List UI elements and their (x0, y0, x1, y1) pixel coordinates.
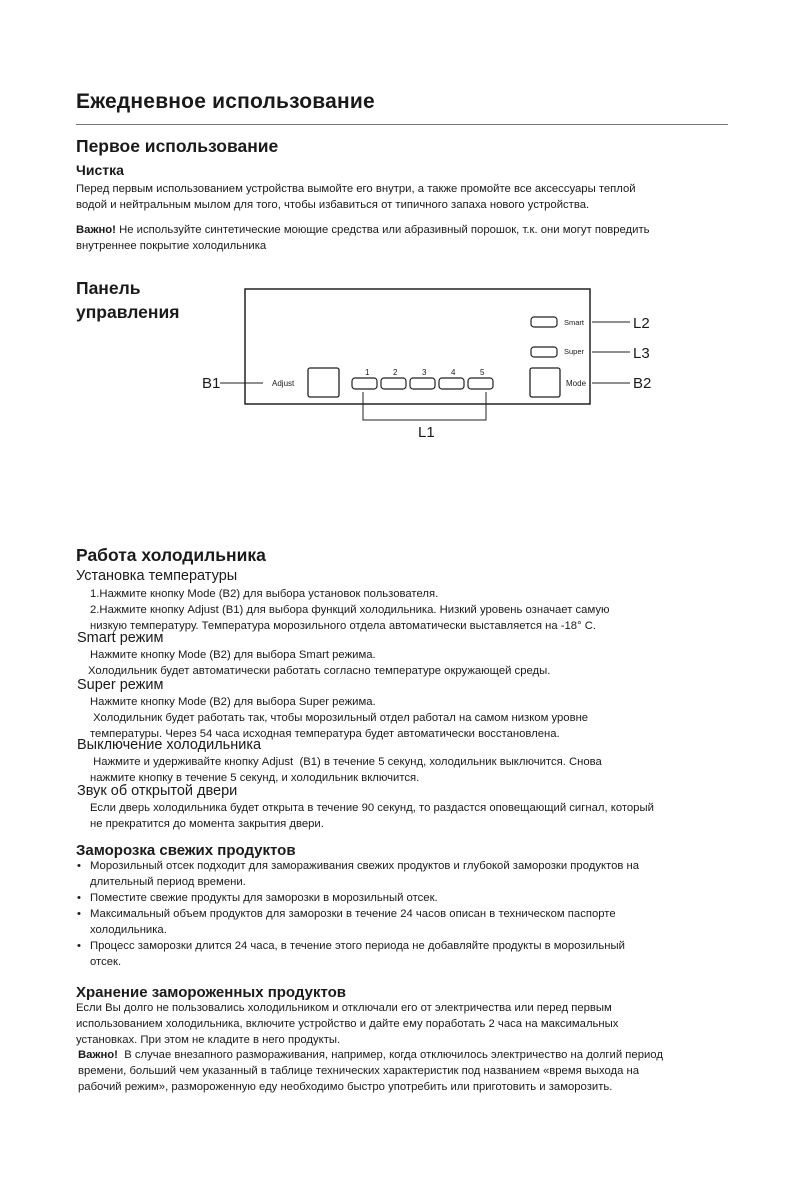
adjust-button[interactable] (308, 368, 339, 397)
control-panel-heading: Панель управления (76, 278, 180, 322)
power-off-text (90, 754, 750, 786)
important-label: Важно! (76, 224, 116, 236)
cleaning-paragraph (76, 181, 756, 213)
mode-button[interactable] (530, 368, 560, 397)
text-line: установках. При этом не кладите в него продукты. (76, 1034, 341, 1046)
super-mode-text (90, 694, 750, 742)
storage-heading: Хранение замороженных продуктов (76, 984, 346, 1001)
super-indicator (531, 347, 557, 357)
door-alarm-heading: Звук об открытой двери (77, 783, 238, 799)
list-item: • Поместите свежие продукты для заморозки в морозильный отсек. (76, 890, 756, 906)
callout-l1-bracket (363, 392, 486, 420)
smart-mode-text (90, 647, 750, 679)
text-line: Не используйте синтетические моющие средства или абразивный порошок, т.к. они могут повредить (115, 224, 650, 236)
operation-heading: Работа холодильника (76, 545, 266, 565)
storage-text (76, 1000, 756, 1048)
important-label: Важно! (78, 1049, 118, 1061)
text-line: нажмите кнопку в течение 5 секунд, и холодильник включится. (90, 772, 420, 784)
adjust-label: Adjust (272, 379, 295, 388)
temp-setting-heading: Установка температуры (76, 568, 238, 584)
text-line: использованием холодильника, включите устройство и дайте ему поработать 2 часа на максимальных (76, 1018, 619, 1030)
smart-mode-heading: Smart режим (77, 630, 164, 646)
level-indicator-1 (352, 378, 377, 389)
callout-b1: B1 (202, 375, 221, 392)
mode-label: Mode (566, 379, 587, 388)
level-number-1: 1 (365, 368, 370, 377)
text-line: не прекратится до момента закрытия двери. (90, 818, 324, 830)
title-divider (76, 124, 728, 125)
control-panel-diagram (190, 280, 670, 450)
callout-l2: L2 (633, 315, 650, 332)
text-line: времени, больший чем указанный в таблице технических характеристик под названием «время выхода на (78, 1065, 640, 1077)
level-indicator-5 (468, 378, 493, 389)
callout-b2: B2 (633, 375, 652, 392)
freezing-list (76, 858, 756, 970)
door-alarm-text (90, 800, 750, 832)
text-line: Холодильник будет работать так, чтобы морозильный отдел работал на самом низком уровне (90, 712, 589, 724)
level-number-3: 3 (422, 368, 427, 377)
level-number-4: 4 (451, 368, 456, 377)
page-title: Ежедневное использование (76, 90, 375, 113)
level-number-2: 2 (393, 368, 398, 377)
text-line: В случае внезапного размораживания, например, когда отключилось электричество на долгий период (117, 1049, 663, 1061)
freezing-heading: Заморозка свежих продуктов (76, 842, 296, 859)
text-line: рабочий режим», размороженную еду необходимо быстро употребить или приготовить и заморозить. (78, 1081, 613, 1093)
text-line: 2.Нажмите кнопку Adjust (B1) для выбора функций холодильника. Низкий уровень означает самую (90, 604, 610, 616)
super-mode-heading: Super режим (77, 677, 164, 693)
level-number-5: 5 (480, 368, 485, 377)
text-line: внутреннее покрытие холодильника (76, 240, 267, 252)
level-indicators (352, 368, 493, 389)
first-use-heading: Первое использование (76, 136, 279, 156)
callout-l3: L3 (633, 345, 650, 362)
cleaning-heading: Чистка (76, 162, 124, 178)
text-line: низкую температуру. Температура морозильного отдела автоматически выставляется на -18° C. (90, 620, 597, 632)
text-line: Нажмите и удерживайте кнопку Adjust (B1) в течение 5 секунд, холодильник выключится. Снова (90, 756, 602, 768)
text-line: Перед первым использованием устройства вымойте его внутри, а также промойте все аксессуары теплой (76, 183, 636, 195)
list-item: • Процесс заморозки длится 24 часа, в течение этого периода не добавляйте продукты в морозильный отсек. (76, 938, 756, 970)
power-off-heading: Выключение холодильника (77, 737, 262, 753)
cleaning-important-note (76, 222, 756, 254)
smart-label: Smart (564, 318, 585, 327)
text-line: Нажмите кнопку Mode (B2) для выбора Smart режима. (90, 649, 376, 661)
smart-indicator (531, 317, 557, 327)
level-indicator-3 (410, 378, 435, 389)
temp-setting-text (90, 586, 750, 634)
callout-l1: L1 (418, 424, 435, 441)
text-line: температуры. Через 54 часа исходная температура будет автоматически восстановлена. (90, 728, 560, 740)
text-line: 1.Нажмите кнопку Mode (B2) для выбора установок пользователя. (90, 588, 439, 600)
text-line: Если дверь холодильника будет открыта в течение 90 секунд, то раздастся оповещающий сигнал, который (90, 802, 654, 814)
text-line: Нажмите кнопку Mode (B2) для выбора Super режима. (90, 696, 376, 708)
storage-important-note (78, 1047, 758, 1095)
list-item: • Морозильный отсек подходит для замораживания свежих продуктов и глубокой заморозки продуктов на длительный период времени. (76, 858, 756, 890)
text-line: водой и нейтральным мылом для того, чтобы избавиться от типичного запаха нового устройства. (76, 199, 590, 211)
text-line: Холодильник будет автоматически работать согласно температуре окружающей среды. (88, 665, 551, 677)
list-item: • Максимальный объем продуктов для заморозки в течение 24 часов описан в техническом паспорте холодильника. (76, 906, 756, 938)
level-indicator-2 (381, 378, 406, 389)
level-indicator-4 (439, 378, 464, 389)
super-label: Super (564, 347, 585, 356)
text-line: Если Вы долго не пользовались холодильником и отключали его от электричества или перед первым (76, 1002, 612, 1014)
